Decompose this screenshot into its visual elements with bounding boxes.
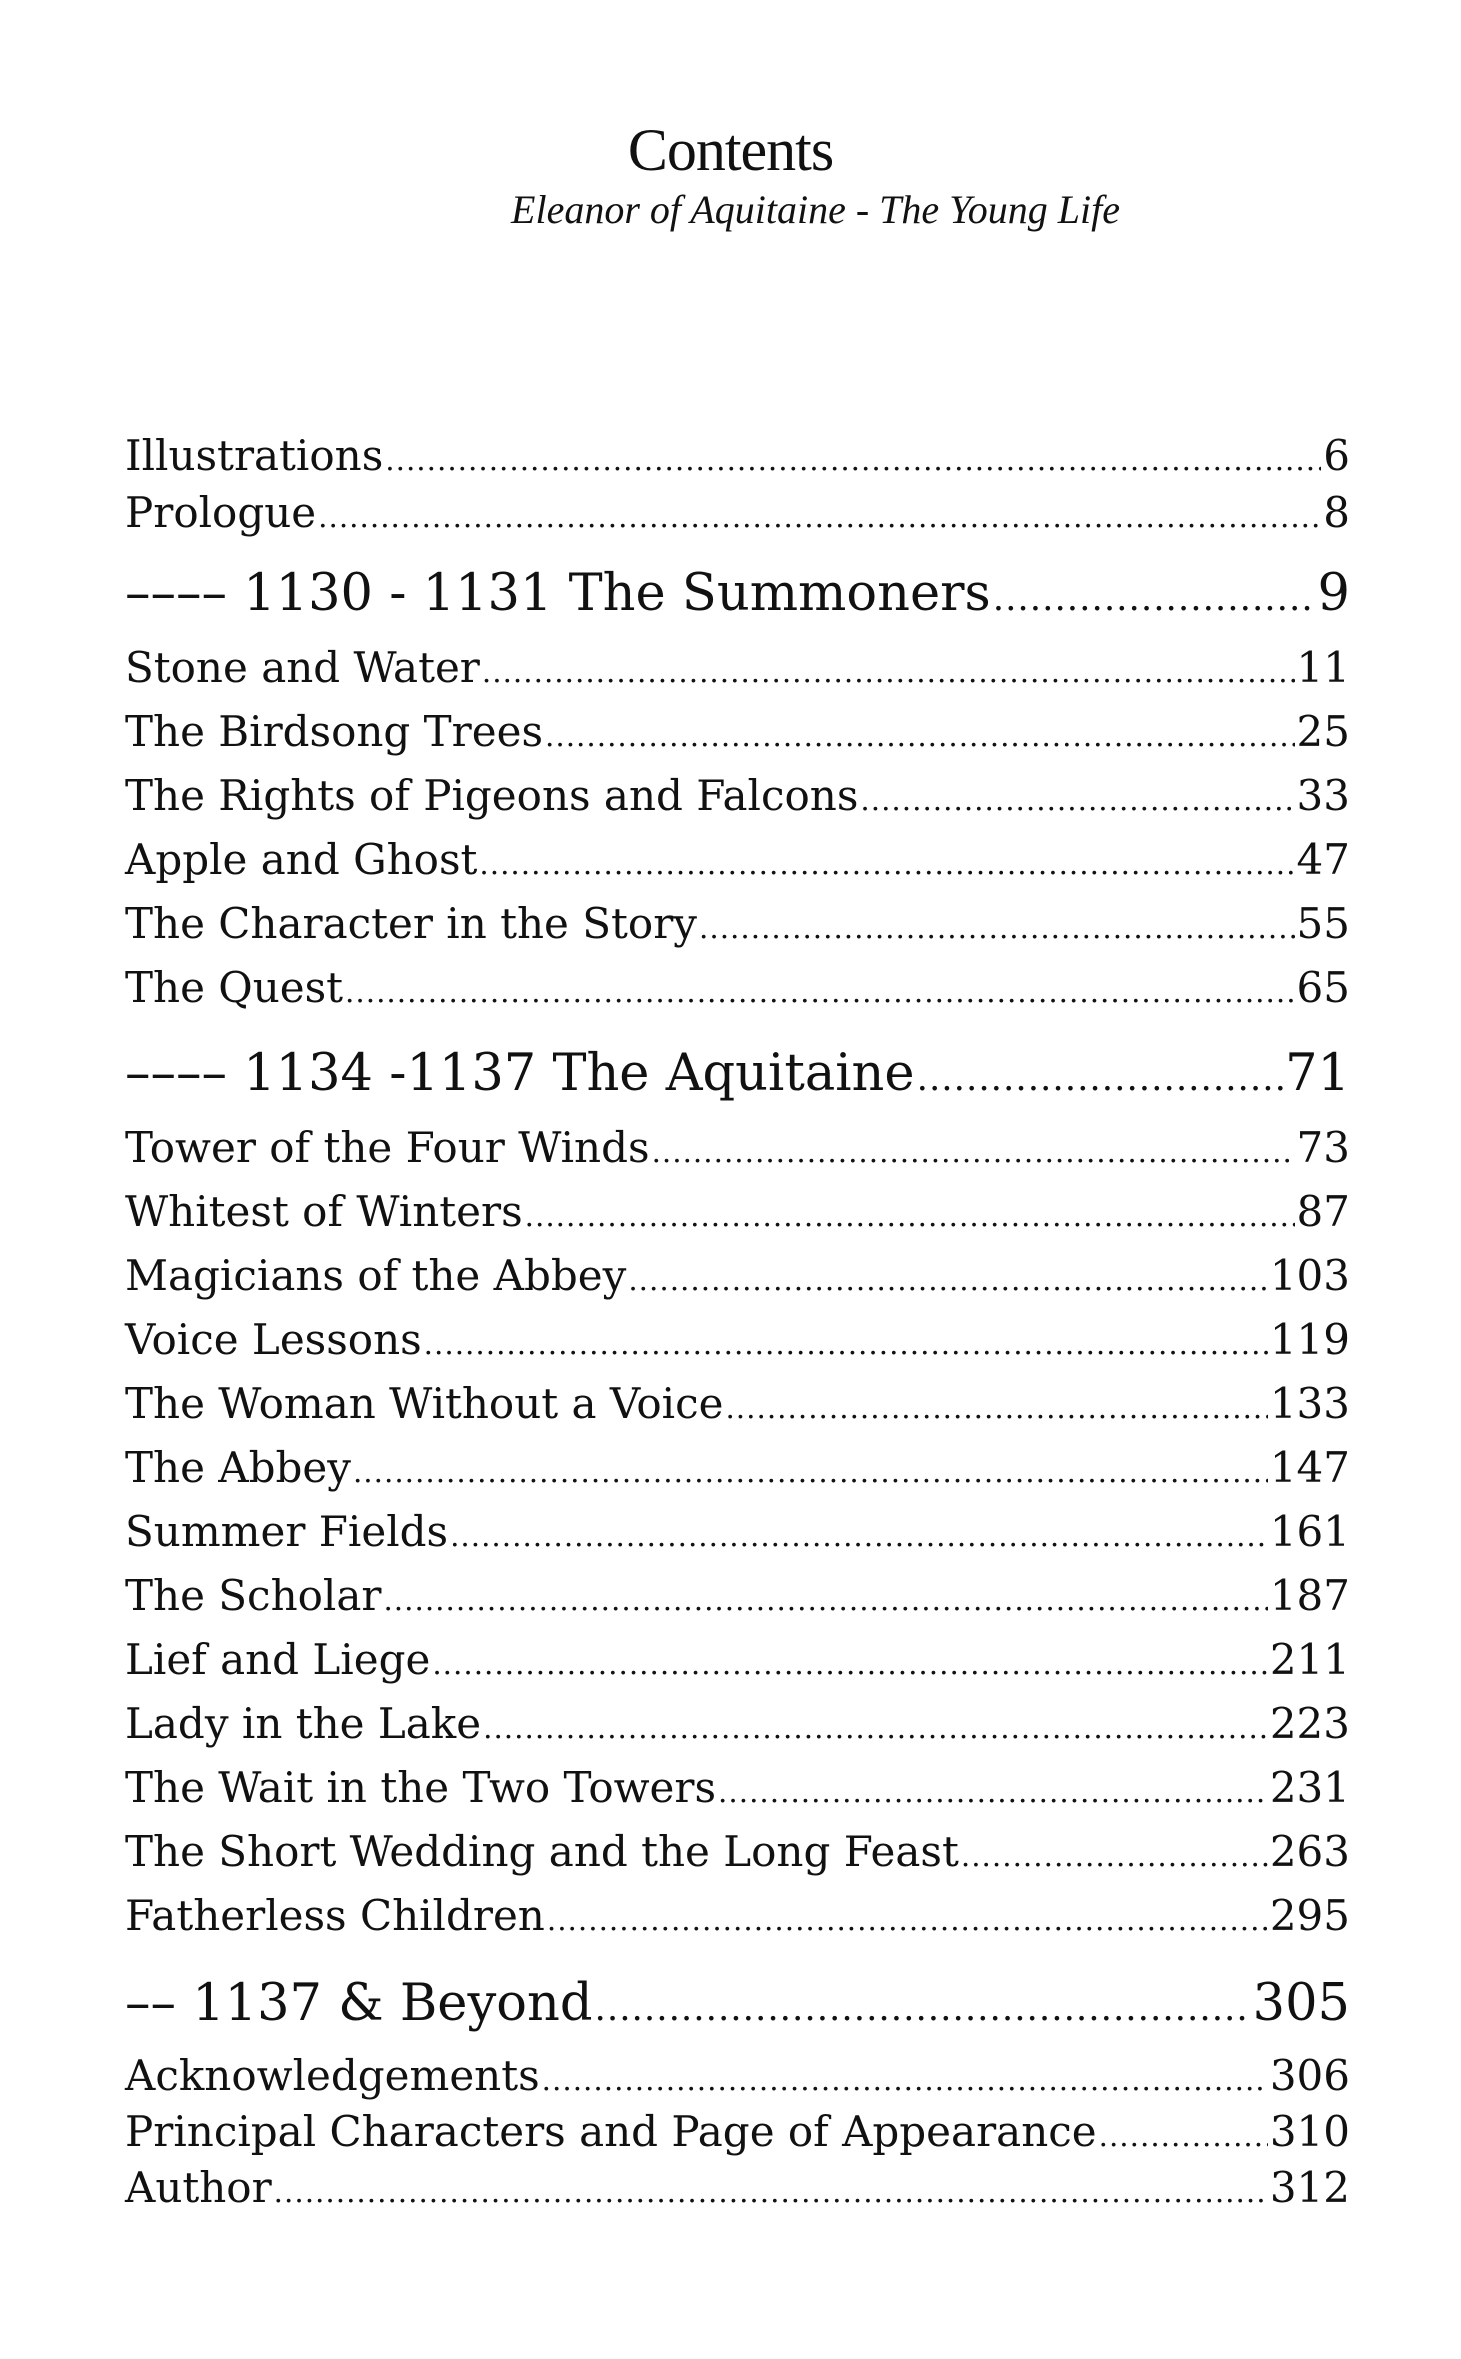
toc-entry-page: 147 [1269, 1443, 1350, 1492]
dot-leader [917, 1045, 1284, 1113]
toc-entry-page: 73 [1296, 1123, 1350, 1172]
toc-entry [125, 960, 1350, 1016]
toc-entry [125, 1184, 1350, 1240]
toc-entry-page: 87 [1296, 1187, 1350, 1236]
toc-entry-page: 211 [1269, 1635, 1350, 1684]
toc-entry-page: 187 [1269, 1571, 1350, 1620]
toc-entry-title: Voice Lessons [125, 1315, 422, 1364]
toc-entry-title: Fatherless Children [125, 1891, 545, 1940]
dot-leader [383, 1572, 1267, 1628]
dot-leader [542, 2052, 1268, 2108]
toc-part-page: 71 [1285, 1044, 1350, 1103]
toc-part-title: –––– 1130 - 1131 The Summoners [125, 564, 991, 623]
toc-entry-title: Lady in the Lake [125, 1699, 482, 1748]
toc-entry-page: 223 [1269, 1699, 1350, 1748]
toc-entry-title: The Character in the Story [125, 899, 698, 948]
toc-entry-title: Prologue [125, 488, 317, 537]
dot-leader [652, 1124, 1295, 1180]
dot-leader [993, 565, 1316, 633]
toc-entry-title: The Scholar [125, 1571, 382, 1620]
toc-entry [125, 704, 1350, 760]
toc-entry-page: 312 [1269, 2163, 1350, 2212]
toc-entry-title: The Abbey [125, 1443, 351, 1492]
toc-entry [125, 832, 1350, 888]
dot-leader [450, 1508, 1268, 1564]
dot-leader [482, 644, 1295, 700]
toc-entry [125, 2104, 1350, 2160]
toc-entry [125, 640, 1350, 696]
toc-entry [125, 1440, 1350, 1496]
toc-entry [125, 1888, 1350, 1944]
dot-leader [479, 836, 1294, 892]
toc-entry [125, 1312, 1350, 1368]
toc-entry-title: Principal Characters and Page of Appearance [125, 2107, 1097, 2156]
page-title: Contents [627, 117, 834, 183]
toc-entry [125, 428, 1350, 484]
toc-entry-page: 103 [1269, 1251, 1350, 1300]
book-subtitle: Eleanor of Aquitaine - The Young Life [511, 187, 1120, 232]
dot-leader [628, 1252, 1268, 1308]
toc-entry-page: 306 [1269, 2051, 1350, 2100]
dot-leader [424, 1316, 1268, 1372]
toc-entry-title: Illustrations [125, 431, 384, 480]
dot-leader [385, 432, 1321, 488]
toc-entry-page: 55 [1296, 899, 1350, 948]
dot-leader [547, 1892, 1268, 1948]
dot-leader [274, 2164, 1268, 2220]
dot-leader [860, 772, 1294, 828]
toc-entry-page: 33 [1296, 771, 1350, 820]
toc-part-title: –––– 1134 -1137 The Aquitaine [125, 1044, 915, 1103]
toc-entry-page: 295 [1269, 1891, 1350, 1940]
toc-entry-title: The Wait in the Two Towers [125, 1763, 717, 1812]
toc-part-title: –– 1137 & Beyond [125, 1974, 593, 2033]
toc-entry-page: 6 [1323, 431, 1350, 480]
toc-entry-title: Whitest of Winters [125, 1187, 523, 1236]
toc-entry [125, 1760, 1350, 1816]
toc-entry [125, 1248, 1350, 1304]
toc-entry-title: Stone and Water [125, 643, 480, 692]
dot-leader [595, 1975, 1251, 2043]
toc-entry-page: 8 [1323, 488, 1350, 537]
toc-entry [125, 896, 1350, 952]
dot-leader [961, 1828, 1268, 1884]
toc-entry-title: The Short Wedding and the Long Feast [125, 1827, 959, 1876]
toc-entry-page: 25 [1296, 707, 1350, 756]
toc-part-heading [125, 1970, 1350, 2038]
toc-entry-title: The Quest [125, 963, 344, 1012]
toc-entry-page: 47 [1296, 835, 1350, 884]
toc-entry [125, 1824, 1350, 1880]
toc-entry-title: Tower of the Four Winds [125, 1123, 650, 1172]
toc-entry-title: Author [125, 2163, 272, 2212]
toc-part-page: 305 [1252, 1974, 1350, 2033]
toc-entry-page: 119 [1269, 1315, 1350, 1364]
toc-entry [125, 2160, 1350, 2216]
toc-entry-page: 11 [1296, 643, 1350, 692]
toc-entry-page: 231 [1269, 1763, 1350, 1812]
toc-entry [125, 1120, 1350, 1176]
toc-entry-title: Lief and Liege [125, 1635, 431, 1684]
toc-entry [125, 1504, 1350, 1560]
toc-entry [125, 1568, 1350, 1624]
dot-leader [483, 1700, 1268, 1756]
toc-entry-title: Summer Fields [125, 1507, 449, 1556]
toc-entry-title: Acknowledgements [125, 2051, 540, 2100]
toc-part-heading [125, 560, 1350, 628]
toc-entry-title: Apple and Ghost [125, 835, 478, 884]
toc-entry [125, 1632, 1350, 1688]
dot-leader [353, 1444, 1268, 1500]
toc-entry [125, 1376, 1350, 1432]
dot-leader [725, 1380, 1267, 1436]
toc-entry-page: 263 [1269, 1827, 1350, 1876]
dot-leader [318, 489, 1321, 545]
toc-entry [125, 768, 1350, 824]
toc-part-heading [125, 1040, 1350, 1108]
toc-entry [125, 2048, 1350, 2104]
dot-leader [699, 900, 1295, 956]
dot-leader [345, 964, 1295, 1020]
toc-entry-title: Magicians of the Abbey [125, 1251, 627, 1300]
toc-entry-title: The Woman Without a Voice [125, 1379, 724, 1428]
toc-entry-page: 65 [1296, 963, 1350, 1012]
toc-part-page: 9 [1317, 564, 1350, 623]
toc-entry-title: The Rights of Pigeons and Falcons [125, 771, 859, 820]
toc-entry [125, 485, 1350, 541]
dot-leader [432, 1636, 1268, 1692]
dot-leader [1099, 2108, 1268, 2164]
toc-entry-page: 161 [1269, 1507, 1350, 1556]
dot-leader [718, 1764, 1268, 1820]
toc-entry [125, 1696, 1350, 1752]
dot-leader [545, 708, 1295, 764]
toc-entry-title: The Birdsong Trees [125, 707, 544, 756]
toc-entry-page: 133 [1269, 1379, 1350, 1428]
toc-entry-page: 310 [1269, 2107, 1350, 2156]
dot-leader [525, 1188, 1295, 1244]
